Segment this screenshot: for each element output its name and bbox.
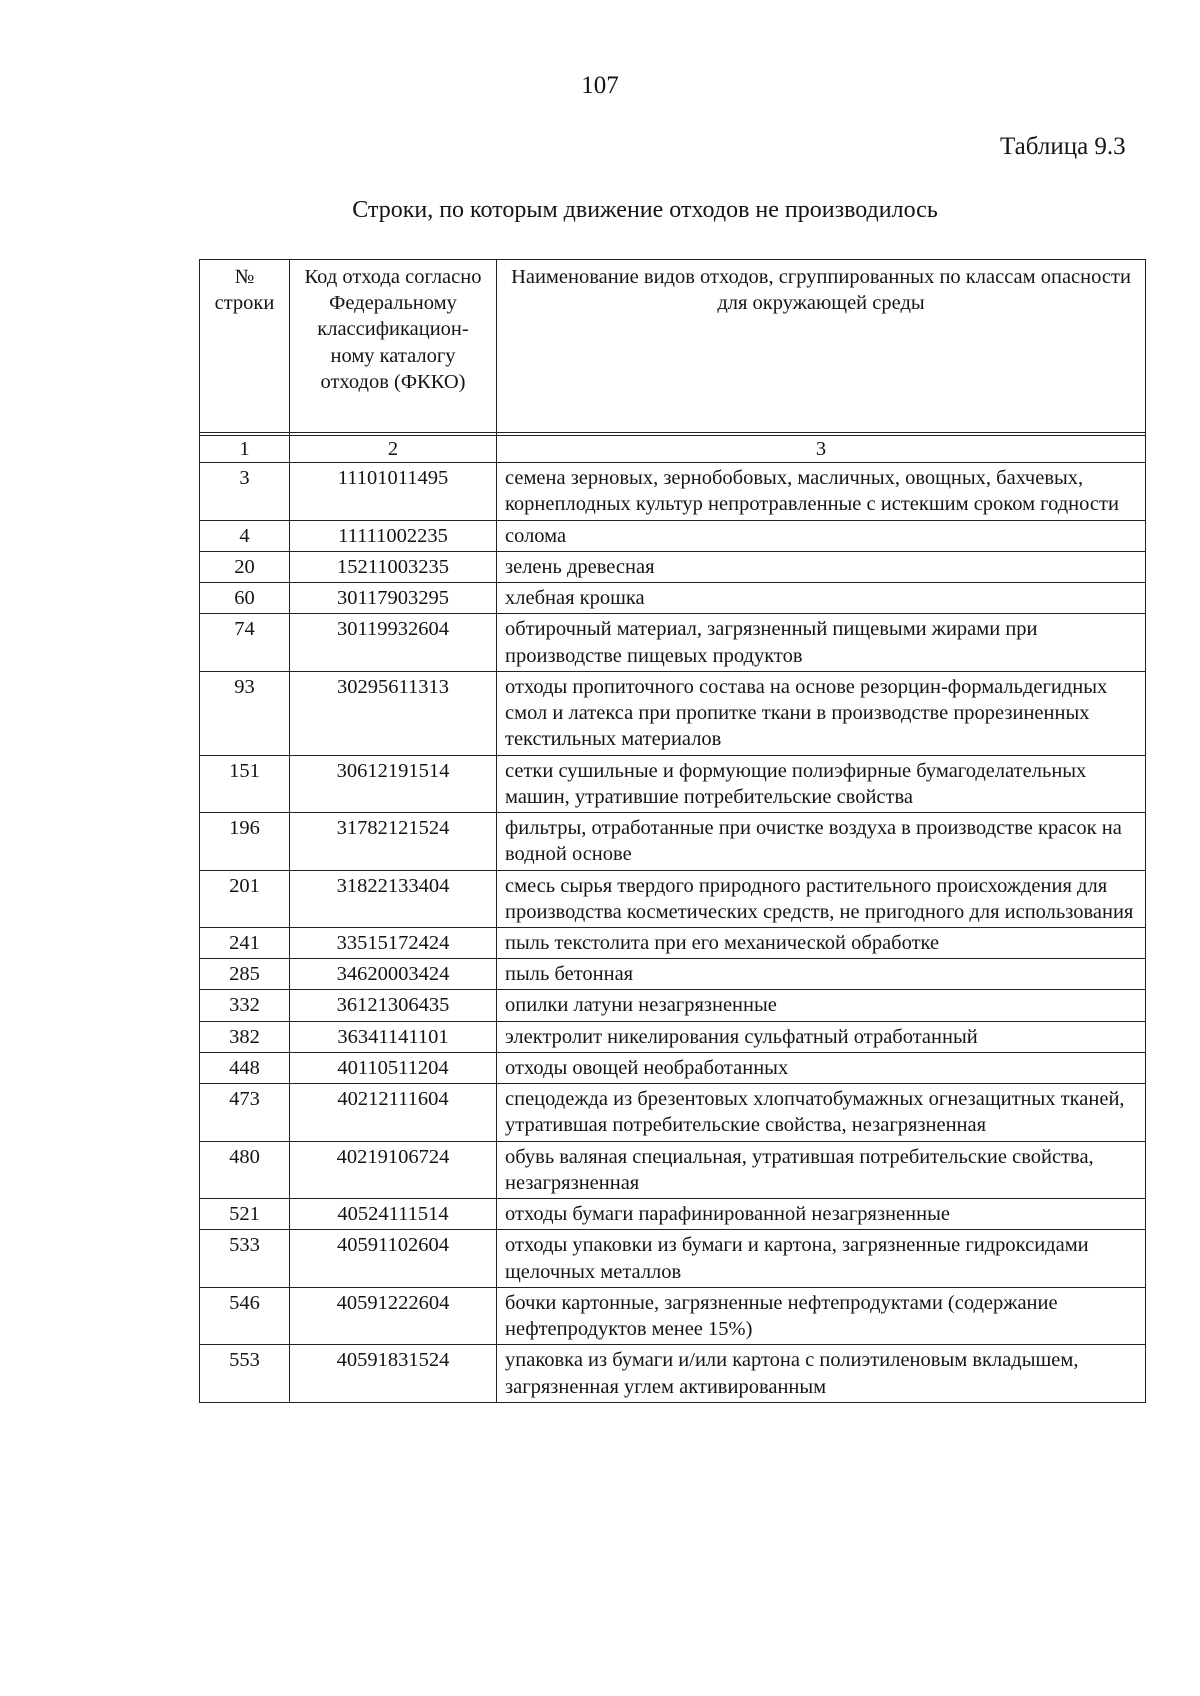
page-number: 107 — [581, 72, 619, 99]
waste-name-cell: семена зерновых, зернобобовых, масличных, овощных, бахчевых, корнеплодных культур непротравленные с истекшим сроком годности — [497, 463, 1146, 520]
row-number-cell: 74 — [200, 614, 290, 671]
waste-table — [199, 259, 1146, 1403]
table-row — [200, 1052, 1146, 1083]
row-number-cell: 3 — [200, 463, 290, 520]
waste-name-cell: сетки сушильные и формующие полиэфирные бумагоделательных машин, утратившие потребительские свойства — [497, 755, 1146, 812]
row-number-cell: 448 — [200, 1052, 290, 1083]
waste-name-cell: опилки латуни незагрязненные — [497, 990, 1146, 1021]
row-number-cell: 4 — [200, 520, 290, 551]
waste-name-cell: обувь валяная специальная, утратившая потребительские свойства, незагрязненная — [497, 1141, 1146, 1198]
header-waste-name: Наименование видов отходов, сгруппированных по классам опасности для окружающей среды — [497, 260, 1146, 433]
row-number-cell: 533 — [200, 1230, 290, 1287]
row-number-cell: 480 — [200, 1141, 290, 1198]
row-number-cell: 285 — [200, 959, 290, 990]
waste-name-cell: отходы овощей необработанных — [497, 1052, 1146, 1083]
table-row — [200, 551, 1146, 582]
waste-code-cell: 40219106724 — [290, 1141, 497, 1198]
waste-code-cell: 40591831524 — [290, 1345, 497, 1402]
column-number: 3 — [497, 436, 1146, 463]
waste-code-cell: 15211003235 — [290, 551, 497, 582]
column-number: 2 — [290, 436, 497, 463]
waste-name-cell: пыль бетонная — [497, 959, 1146, 990]
table-row — [200, 1141, 1146, 1198]
table-row — [200, 959, 1146, 990]
table-row — [200, 463, 1146, 520]
waste-code-cell: 34620003424 — [290, 959, 497, 990]
table-row — [200, 671, 1146, 755]
table-row — [200, 1199, 1146, 1230]
waste-name-cell: спецодежда из брезентовых хлопчатобумажных огнезащитных тканей, утратившая потребительские свойства, незагрязненная — [497, 1084, 1146, 1141]
waste-name-cell: обтирочный материал, загрязненный пищевыми жирами при производстве пищевых продуктов — [497, 614, 1146, 671]
waste-name-cell: отходы бумаги парафинированной незагрязненные — [497, 1199, 1146, 1230]
waste-name-cell: солома — [497, 520, 1146, 551]
row-number-cell: 60 — [200, 583, 290, 614]
waste-name-cell: пыль текстолита при его механической обработке — [497, 927, 1146, 958]
waste-name-cell: фильтры, отработанные при очистке воздуха в производстве красок на водной основе — [497, 813, 1146, 870]
table-row — [200, 755, 1146, 812]
table-row — [200, 813, 1146, 870]
table-row — [200, 1084, 1146, 1141]
waste-code-cell: 11101011495 — [290, 463, 497, 520]
row-number-cell: 93 — [200, 671, 290, 755]
column-number: 1 — [200, 436, 290, 463]
waste-code-cell: 40524111514 — [290, 1199, 497, 1230]
waste-code-cell: 31782121524 — [290, 813, 497, 870]
waste-name-cell: отходы упаковки из бумаги и картона, загрязненные гидроксидами щелочных металлов — [497, 1230, 1146, 1287]
waste-name-cell: смесь сырья твердого природного растительного происхождения для производства косметических средств, не пригодного для использования — [497, 870, 1146, 927]
table-row — [200, 583, 1146, 614]
waste-code-cell: 33515172424 — [290, 927, 497, 958]
waste-name-cell: электролит никелирования сульфатный отработанный — [497, 1021, 1146, 1052]
header-row-number: № строки — [200, 260, 290, 433]
header-row — [200, 260, 1146, 433]
table-row — [200, 614, 1146, 671]
table-row — [200, 520, 1146, 551]
waste-name-cell: зелень древесная — [497, 551, 1146, 582]
waste-code-cell: 40110511204 — [290, 1052, 497, 1083]
waste-code-cell: 30117903295 — [290, 583, 497, 614]
waste-code-cell: 31822133404 — [290, 870, 497, 927]
header-waste-code: Код отхода согласно Федеральному классификацион-ному каталогу отходов (ФККО) — [290, 260, 497, 433]
row-number-cell: 201 — [200, 870, 290, 927]
waste-code-cell: 36121306435 — [290, 990, 497, 1021]
table-row — [200, 1230, 1146, 1287]
row-number-cell: 151 — [200, 755, 290, 812]
table-row — [200, 990, 1146, 1021]
waste-name-cell: хлебная крошка — [497, 583, 1146, 614]
waste-code-cell: 30612191514 — [290, 755, 497, 812]
table-row — [200, 870, 1146, 927]
table-title: Строки, по которым движение отходов не производилось — [352, 197, 938, 223]
waste-code-cell: 40591222604 — [290, 1287, 497, 1344]
column-numbers-row — [200, 436, 1146, 463]
row-number-cell: 553 — [200, 1345, 290, 1402]
waste-code-cell: 30295611313 — [290, 671, 497, 755]
table-label: Таблица 9.3 — [1000, 133, 1126, 160]
row-number-cell: 521 — [200, 1199, 290, 1230]
row-number-cell: 546 — [200, 1287, 290, 1344]
row-number-cell: 196 — [200, 813, 290, 870]
row-number-cell: 473 — [200, 1084, 290, 1141]
waste-code-cell: 40212111604 — [290, 1084, 497, 1141]
table-row — [200, 927, 1146, 958]
table-row — [200, 1021, 1146, 1052]
waste-name-cell: упаковка из бумаги и/или картона с полиэтиленовым вкладышем, загрязненная углем активированным — [497, 1345, 1146, 1402]
table-row — [200, 1287, 1146, 1344]
row-number-cell: 382 — [200, 1021, 290, 1052]
waste-code-cell: 30119932604 — [290, 614, 497, 671]
waste-code-cell: 36341141101 — [290, 1021, 497, 1052]
table-row — [200, 1345, 1146, 1402]
waste-code-cell: 40591102604 — [290, 1230, 497, 1287]
waste-name-cell: отходы пропиточного состава на основе резорцин-формальдегидных смол и латекса при пропитке ткани в производстве прорезиненных текстильных материалов — [497, 671, 1146, 755]
row-number-cell: 241 — [200, 927, 290, 958]
row-number-cell: 20 — [200, 551, 290, 582]
waste-name-cell: бочки картонные, загрязненные нефтепродуктами (содержание нефтепродуктов менее 15%) — [497, 1287, 1146, 1344]
row-number-cell: 332 — [200, 990, 290, 1021]
waste-code-cell: 11111002235 — [290, 520, 497, 551]
